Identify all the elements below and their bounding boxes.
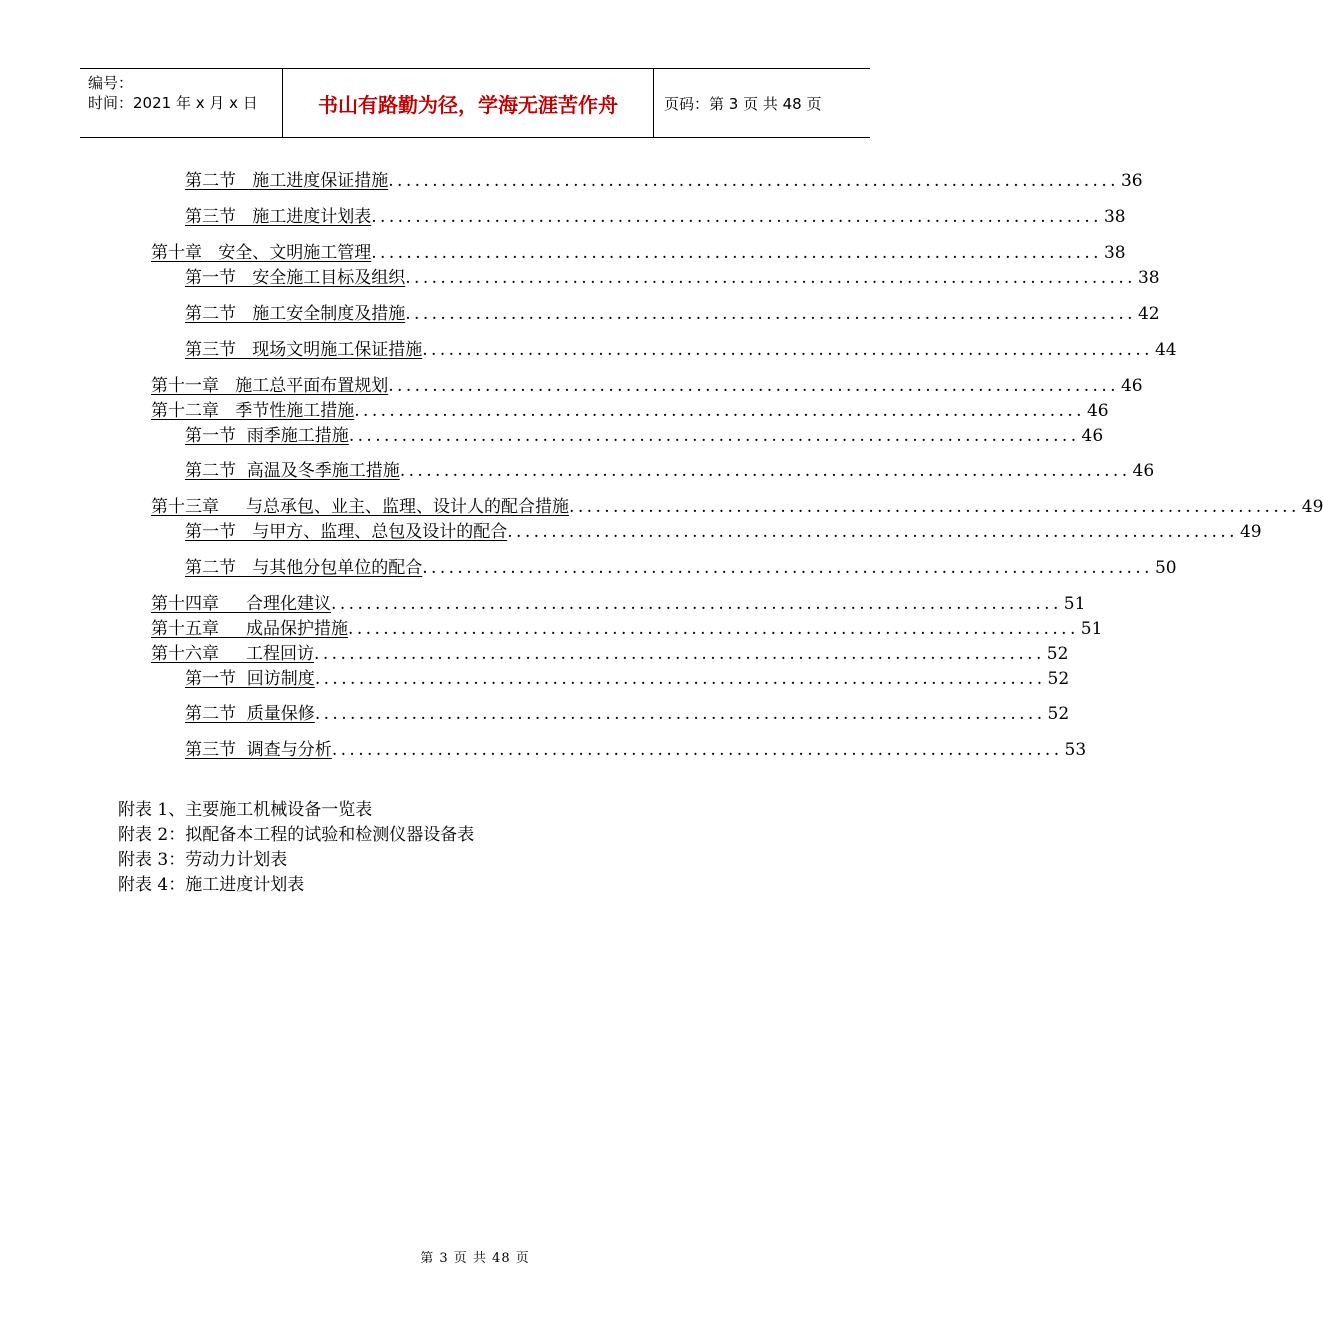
header-motto: 书山有路勤为径，学海无涯苦作舟 xyxy=(318,92,618,117)
toc-entry[interactable] xyxy=(151,375,1143,397)
toc-entry[interactable] xyxy=(185,206,1126,228)
toc-entry-title[interactable]: 第十二章 季节性施工措施 xyxy=(151,401,355,421)
toc-entry[interactable] xyxy=(185,521,1262,543)
toc-leader-dots: ................................................................................... xyxy=(405,268,1136,288)
toc-entry-page: 51 xyxy=(1080,619,1103,639)
toc-entry[interactable] xyxy=(151,643,1069,665)
toc-entry[interactable] xyxy=(185,703,1070,725)
toc-entry-title[interactable]: 第一节 安全施工目标及组织 xyxy=(185,268,406,288)
toc-entry-page: 46 xyxy=(1081,426,1104,446)
appendix-list xyxy=(118,798,474,898)
page-footer: 第 3 页 共 48 页 xyxy=(420,1251,530,1266)
toc-leader-dots: ................................................................................... xyxy=(388,171,1119,191)
toc-leader-dots: ................................................................................... xyxy=(422,340,1153,360)
toc-entry-page: 49 xyxy=(1239,522,1262,542)
toc-leader-dots: ................................................................................... xyxy=(354,401,1085,421)
toc-leader-dots: ................................................................................... xyxy=(371,207,1102,227)
toc-entry[interactable] xyxy=(151,496,1323,518)
toc-leader-dots: ................................................................................... xyxy=(314,669,1046,689)
toc-leader-dots: ................................................................................... xyxy=(388,376,1119,396)
toc-leader-dots: ................................................................................... xyxy=(399,461,1131,481)
toc-leader-dots: ................................................................................... xyxy=(507,522,1238,542)
toc-entry-page: 53 xyxy=(1064,740,1087,760)
toc-entry-page: 50 xyxy=(1154,558,1177,578)
toc-entry-page: 51 xyxy=(1063,594,1086,614)
toc-entry[interactable] xyxy=(151,618,1103,640)
toc-entry-page: 36 xyxy=(1120,171,1143,191)
appendix-item: 附表 4：施工进度计划表 xyxy=(118,875,305,895)
appendix-item: 附表 1、主要施工机械设备一览表 xyxy=(118,800,373,820)
toc-entry-title[interactable]: 第二节 质量保修 xyxy=(185,704,315,724)
toc-leader-dots: ................................................................................... xyxy=(331,740,1063,760)
toc-entry-title[interactable]: 第三节 调查与分析 xyxy=(185,740,332,760)
toc-entry-title[interactable]: 第十六章 工程回访 xyxy=(151,644,315,664)
document-date: 时间：2021 年 x 月 x 日 xyxy=(88,94,258,112)
toc-entry-title[interactable]: 第三节 施工进度计划表 xyxy=(185,207,372,227)
toc-leader-dots: ................................................................................... xyxy=(331,594,1062,614)
toc-entry[interactable] xyxy=(185,460,1155,482)
toc-entry-title[interactable]: 第十三章 与总承包、业主、监理、设计人的配合措施 xyxy=(151,497,570,517)
toc-entry[interactable] xyxy=(185,739,1087,761)
toc-entry-page: 44 xyxy=(1154,340,1177,360)
toc-entry-page: 38 xyxy=(1103,207,1126,227)
toc-entry-title[interactable]: 第一节 与甲方、监理、总包及设计的配合 xyxy=(185,522,508,542)
toc-entry-page: 52 xyxy=(1047,704,1070,724)
toc-leader-dots: ................................................................................... xyxy=(371,243,1102,263)
toc-entry-title[interactable]: 第十四章 合理化建议 xyxy=(151,594,332,614)
toc-entry-title[interactable]: 第二节 高温及冬季施工措施 xyxy=(185,461,400,481)
toc-leader-dots: ................................................................................... xyxy=(569,497,1300,517)
toc-leader-dots: ................................................................................... xyxy=(314,644,1045,664)
toc-entry-title[interactable]: 第十五章 成品保护措施 xyxy=(151,619,349,639)
toc-entry-page: 52 xyxy=(1046,644,1069,664)
toc-entry-page: 38 xyxy=(1103,243,1126,263)
toc-entry-title[interactable]: 第二节 施工进度保证措施 xyxy=(185,171,389,191)
toc-entry[interactable] xyxy=(151,242,1126,264)
toc-entry-title[interactable]: 第三节 现场文明施工保证措施 xyxy=(185,340,423,360)
toc-entry[interactable] xyxy=(185,425,1104,447)
toc-entry-title[interactable]: 第一节 回访制度 xyxy=(185,669,315,689)
toc-entry[interactable] xyxy=(185,557,1177,579)
toc-leader-dots: ................................................................................... xyxy=(348,619,1079,639)
toc-entry[interactable] xyxy=(151,593,1086,615)
toc-entry-title[interactable]: 第二节 施工安全制度及措施 xyxy=(185,304,406,324)
toc-leader-dots: ................................................................................... xyxy=(348,426,1080,446)
toc-entry[interactable] xyxy=(185,339,1177,361)
toc-entry[interactable] xyxy=(185,267,1160,289)
toc-entry-title[interactable]: 第一节 雨季施工措施 xyxy=(185,426,349,446)
toc-entry-title[interactable]: 第十一章 施工总平面布置规划 xyxy=(151,376,389,396)
toc-entry-page: 42 xyxy=(1137,304,1160,324)
toc-entry-page: 46 xyxy=(1086,401,1109,421)
appendix-item: 附表 3：劳动力计划表 xyxy=(118,850,288,870)
toc-entry-page: 49 xyxy=(1301,497,1323,517)
toc-entry[interactable] xyxy=(151,400,1109,422)
toc-entry-title[interactable]: 第十章 安全、文明施工管理 xyxy=(151,243,372,263)
toc-entry-page: 38 xyxy=(1137,268,1160,288)
document-number-label: 编号： xyxy=(88,74,134,92)
toc-leader-dots: ................................................................................... xyxy=(314,704,1046,724)
toc-entry-page: 52 xyxy=(1047,669,1070,689)
toc-leader-dots: ................................................................................... xyxy=(405,304,1136,324)
toc-entry-page: 46 xyxy=(1132,461,1155,481)
toc-entry-page: 46 xyxy=(1120,376,1143,396)
toc-entry[interactable] xyxy=(185,668,1070,690)
appendix-item: 附表 2：拟配备本工程的试验和检测仪器设备表 xyxy=(118,825,475,845)
header-page-info: 页码：第 3 页 共 48 页 xyxy=(664,94,822,113)
toc-leader-dots: ................................................................................... xyxy=(422,558,1153,578)
toc-entry[interactable] xyxy=(185,303,1160,325)
toc-entry-title[interactable]: 第二节 与其他分包单位的配合 xyxy=(185,558,423,578)
toc-entry[interactable] xyxy=(185,170,1143,192)
